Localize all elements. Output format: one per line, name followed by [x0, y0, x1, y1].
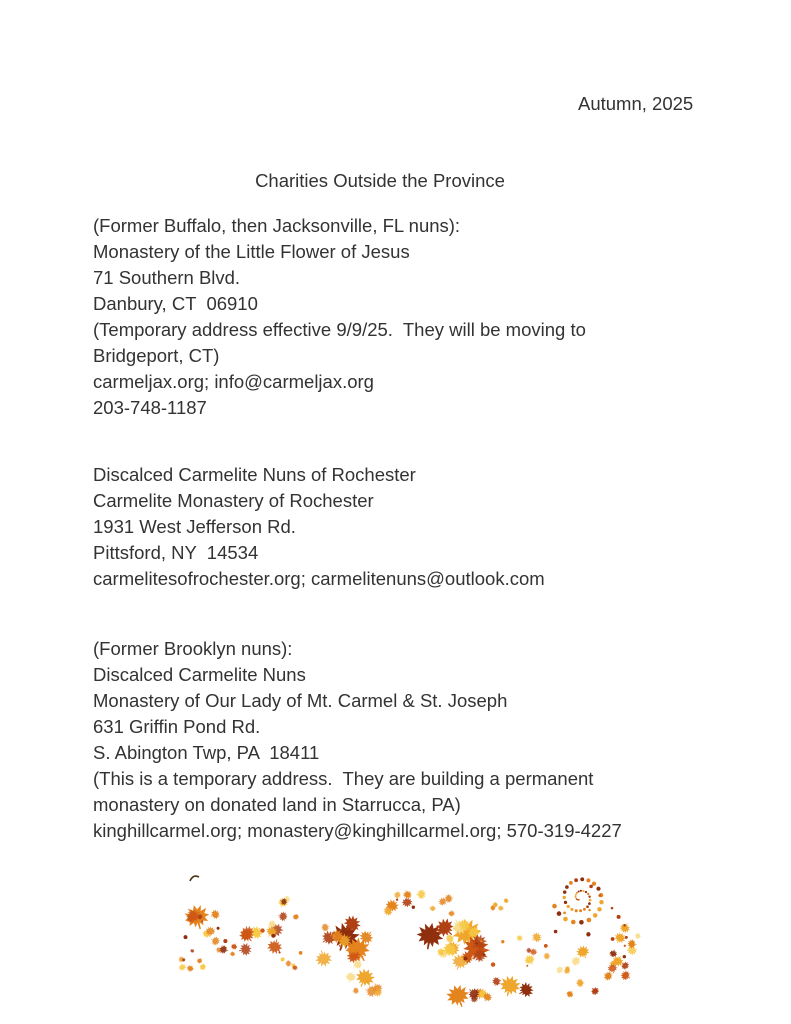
leaf-speck — [396, 899, 398, 901]
leaf-speck — [596, 887, 600, 891]
leaf-speck — [571, 920, 576, 925]
leaf-speck — [563, 917, 568, 922]
text-line: monastery on donated land in Starrucca, PA) — [93, 794, 461, 815]
leaf-speck — [554, 930, 558, 934]
maple-leaf-icon — [618, 921, 632, 935]
leaf-speck — [598, 894, 601, 897]
curl-mark — [190, 876, 199, 881]
maple-leaf-icon — [265, 937, 284, 956]
leaf-speck — [593, 913, 598, 918]
text-line: S. Abington Twp, PA 18411 — [93, 742, 320, 763]
maple-leaf-icon — [526, 947, 532, 953]
maple-leaf-icon — [352, 965, 378, 991]
leaf-speck — [623, 955, 626, 958]
text-line: carmeljax.org; info@carmeljax.org — [93, 371, 374, 392]
maple-leaf-icon — [177, 962, 187, 972]
text-line: kinghillcarmel.org; monastery@kinghillcarmel.org; 570-319-4227 — [93, 820, 622, 841]
leaf-speck — [563, 896, 566, 899]
maple-leaf-icon — [589, 985, 601, 997]
maple-leaf-icon — [554, 964, 565, 975]
maple-leaf-icon — [416, 889, 426, 899]
leaf-speck — [217, 927, 220, 930]
leaf-speck — [565, 885, 569, 889]
leaf-speck — [464, 957, 468, 961]
leaf-speck — [575, 909, 578, 912]
maple-leaf-icon — [601, 969, 614, 982]
leaf-speck — [579, 909, 582, 912]
address-block — [93, 213, 713, 421]
maple-leaf-icon — [429, 905, 436, 912]
text-line: (This is a temporary address. They are building a permanent — [93, 768, 594, 789]
maple-leaf-icon — [498, 905, 504, 911]
maple-leaf-icon — [277, 911, 288, 922]
leaf-speck — [501, 940, 504, 943]
maple-leaf-icon — [285, 960, 292, 967]
maple-leaf-icon — [522, 952, 537, 967]
leaf-speck — [589, 885, 593, 889]
leaf-speck — [579, 920, 584, 925]
text-line: 631 Griffin Pond Rd. — [93, 716, 261, 737]
page-title: Charities Outside the Province — [255, 170, 505, 191]
leaf-speck — [439, 931, 441, 933]
leaf-speck — [597, 907, 601, 911]
leaf-speck — [480, 940, 483, 943]
autumn-leaves-swirl-graphic — [140, 866, 660, 1020]
leaf-speck — [592, 882, 596, 886]
maple-leaf-icon — [402, 889, 413, 900]
leaf-speck — [576, 892, 578, 894]
text-line: Discalced Carmelite Nuns of Rochester — [93, 464, 416, 485]
maple-leaf-icon — [543, 952, 551, 960]
maple-leaf-icon — [185, 964, 195, 973]
leaf-speck — [588, 896, 590, 898]
maple-leaf-icon — [198, 962, 208, 972]
leaf-speck — [585, 891, 587, 893]
maple-leaf-icon — [195, 957, 204, 966]
text-line: Bridgeport, CT) — [93, 345, 220, 366]
leaf-speck — [575, 895, 577, 897]
leaf-speck — [575, 897, 577, 899]
leaf-speck — [588, 909, 590, 911]
maple-leaf-icon — [491, 976, 503, 988]
leaf-speck — [574, 878, 578, 882]
maple-leaf-icon — [229, 951, 235, 957]
leaf-layer — [177, 889, 641, 1011]
leaf-speck — [623, 924, 626, 927]
maple-leaf-icon — [515, 933, 525, 943]
leaf-speck — [589, 899, 592, 902]
text-line: Monastery of Our Lady of Mt. Carmel & St. Joseph — [93, 690, 508, 711]
leaf-speck — [299, 951, 303, 955]
document-body — [93, 213, 713, 844]
leaf-speck — [552, 904, 557, 909]
leaf-speck — [575, 894, 577, 896]
maple-leaf-icon — [634, 932, 641, 939]
text-line: (Former Brooklyn nuns): — [93, 638, 293, 659]
maple-leaf-icon — [401, 896, 413, 908]
leaf-speck — [184, 935, 188, 939]
leaf-speck — [412, 906, 415, 909]
text-line: carmelitesofrochester.org; carmelitenuns@outlook.com — [93, 568, 545, 589]
leaf-speck — [564, 901, 567, 904]
text-line: 203-748-1187 — [93, 397, 207, 418]
leaf-speck — [482, 953, 484, 955]
maple-leaf-icon — [529, 930, 543, 944]
leaf-speck — [557, 911, 562, 916]
leaf-speck — [223, 939, 227, 943]
leaf-speck — [339, 945, 341, 947]
maple-leaf-icon — [189, 948, 195, 954]
leaf-speck — [582, 890, 584, 892]
maple-leaf-icon — [448, 910, 456, 918]
text-line: Pittsford, NY 14534 — [93, 542, 259, 563]
maple-leaf-icon — [619, 969, 633, 983]
leaf-speck — [544, 944, 548, 948]
maple-leaf-icon — [230, 942, 239, 951]
leaf-speck — [476, 942, 478, 944]
leaf-speck — [569, 881, 573, 885]
leaf-speck — [563, 890, 567, 894]
maple-leaf-icon — [238, 942, 253, 958]
maple-leaf-icon — [291, 913, 300, 922]
text-line: Monastery of the Little Flower of Jesus — [93, 241, 410, 262]
leaf-speck — [567, 905, 570, 908]
maple-leaf-icon — [209, 908, 222, 921]
leaf-speck — [586, 932, 590, 936]
date-line: Autumn, 2025 — [578, 93, 694, 114]
maple-leaf-icon — [627, 939, 638, 950]
leaf-speck — [624, 945, 626, 947]
address-block — [93, 636, 713, 844]
maple-leaf-icon — [608, 948, 619, 959]
text-line: Danbury, CT 06910 — [93, 293, 258, 314]
maple-leaf-icon — [209, 935, 221, 947]
maple-leaf-icon — [392, 890, 402, 900]
leaf-speck — [617, 915, 621, 919]
leaf-speck — [279, 951, 281, 953]
leaf-speck — [611, 937, 615, 941]
maple-leaf-icon — [502, 897, 510, 905]
leaf-speck — [586, 878, 590, 882]
text-line: (Temporary address effective 9/9/25. They will be moving to — [93, 319, 586, 340]
leaf-speck — [586, 905, 589, 908]
address-block — [93, 462, 713, 592]
leaf-speck — [271, 934, 275, 938]
leaf-speck — [583, 908, 586, 911]
leaf-speck — [580, 877, 584, 881]
leaf-speck — [580, 890, 582, 892]
leaf-speck — [587, 918, 592, 923]
text-line: 71 Southern Blvd. — [93, 267, 241, 288]
leaf-speck — [526, 965, 528, 967]
maple-leaf-icon — [497, 973, 523, 999]
maple-leaf-icon — [575, 978, 585, 988]
leaf-speck — [201, 920, 203, 922]
leaf-speck — [587, 893, 589, 895]
text-line: 1931 West Jefferson Rd. — [93, 516, 296, 537]
maple-leaf-icon — [352, 987, 360, 995]
leaf-speck — [563, 912, 566, 915]
leaf-speck — [570, 908, 573, 911]
leaf-speck — [625, 936, 628, 939]
text-line: (Former Buffalo, then Jacksonville, FL nuns): — [93, 215, 461, 236]
maple-leaf-icon — [515, 979, 536, 1000]
leaf-speck — [578, 890, 580, 892]
maple-leaf-icon — [344, 971, 358, 984]
maple-leaf-icon — [313, 948, 334, 969]
maple-leaf-icon — [565, 989, 576, 1000]
leaf-speck — [491, 962, 495, 966]
maple-leaf-icon — [320, 922, 330, 932]
maple-leaf-icon — [443, 981, 473, 1011]
leaf-speck — [599, 900, 603, 904]
maple-leaf-icon — [279, 956, 286, 963]
leaf-speck — [611, 907, 614, 910]
leaf-speck — [260, 928, 264, 932]
text-line: Discalced Carmelite Nuns — [93, 664, 306, 685]
leaf-speck — [588, 902, 591, 905]
text-line: Carmelite Monastery of Rochester — [93, 490, 374, 511]
